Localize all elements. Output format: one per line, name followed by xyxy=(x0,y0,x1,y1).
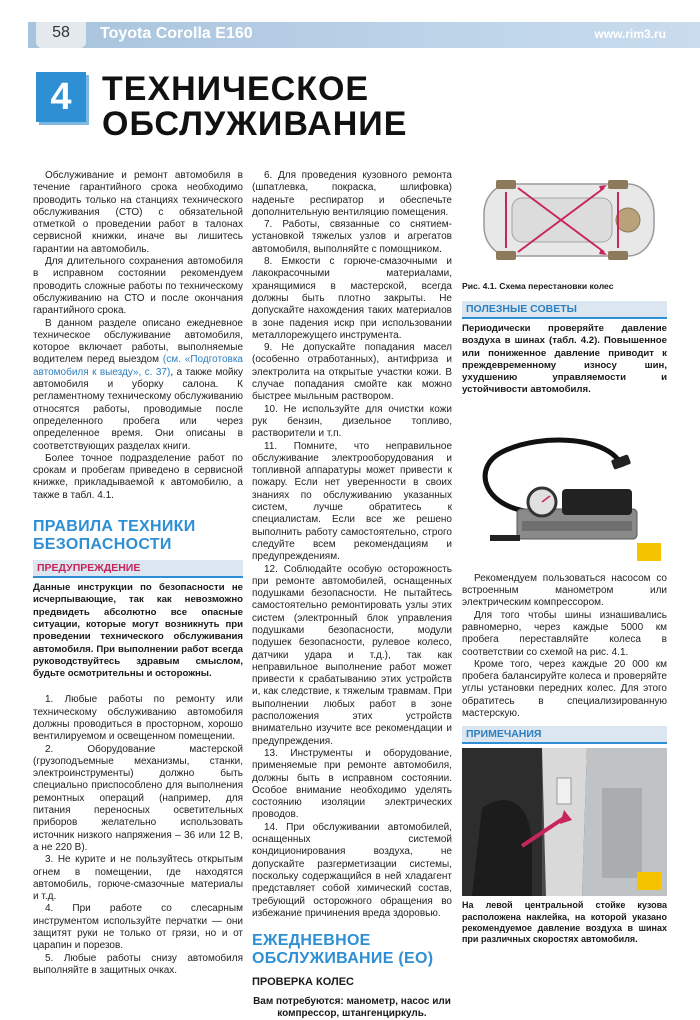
warning-label: ПРЕДУПРЕЖДЕНИЕ xyxy=(33,560,243,578)
tips-text: Периодически проверяйте давление воздуха в шинах (табл. 4.2). Повышенное или пониженное давление приводит к преждевременному износу шин, ухудшению управляемости и устойчивости автомобиля. xyxy=(462,323,667,396)
intro-text: В данном разделе описано ежедневное техническое обслуживание автомобиля, которое включает работы, выполняемые водителем перед выездом xyxy=(33,317,243,366)
figure-caption: Рис. 4.1. Схема перестановки колес xyxy=(462,281,614,291)
tips-label: ПОЛЕЗНЫЕ СОВЕТЫ xyxy=(462,301,667,319)
cross-reference-link[interactable]: (см. «Подготовка автомобиля к выезду», с. 37) xyxy=(33,354,243,378)
safety-rule: 7. Работы, связанные со снятием-установкой тяжелых узлов и агрегатов автомобиля, выполняйте с помощником. xyxy=(252,219,452,255)
safety-rule: 4. При работе со слесарным инструментом используйте перчатки — они защитят руки не только от грязи, но и от царапин и порезов. xyxy=(33,903,243,952)
door-pillar-photo xyxy=(462,748,667,896)
column-middle xyxy=(252,170,452,1020)
intro-text: , а также мойку автомобиля и уборку салона. К регламентному техническому обслуживанию относятся работы, проводимые после определенного пробега или через определенное время. Они описаны в соответствующих разделах книги. xyxy=(33,366,243,452)
wheel-rotation-diagram xyxy=(462,170,667,275)
safety-rule: 6. Для проведения кузовного ремонта (шпатлевка, покраска, шлифовка) наденьте респиратор и обеспечьте дополнительную вентиляцию помещения. xyxy=(252,170,452,218)
foot-pump-photo xyxy=(462,397,667,567)
pump-cylinder xyxy=(562,489,632,515)
site-link[interactable]: www.rim3.ru xyxy=(594,27,666,41)
foot-pump-illustration xyxy=(462,397,667,567)
rotation-instructions: Для того чтобы шины изнашивались равномерно, через каждые 5000 км пробега переставляйте колеса в соответствии со схемой на рис. 4.1. xyxy=(462,609,667,658)
safety-rule: 1. Любые работы по ремонту или техническому обслуживанию автомобиля должны проводиться в просторном, хорошо вентилируемом и освещенном помещении. xyxy=(33,694,243,743)
chapter-title-line2: ОБСЛУЖИВАНИЕ xyxy=(102,105,408,143)
column-right xyxy=(462,170,667,946)
intro-paragraph: Обслуживание и ремонт автомобиля в течение гарантийного срока необходимо проводить только на станциях технического обслуживания (СТО) с обязательной отметкой о проведении работ в талонах сервисной книжки, иначе вы лишитесь гарантии на автомобиль. xyxy=(33,170,243,255)
safety-rule: 10. Не используйте для очистки кожи рук бензин, дизельное топливо, растворители и т.п. xyxy=(252,403,452,440)
notes-label: ПРИМЕЧАНИЯ xyxy=(462,726,667,744)
wheel-front-right xyxy=(608,251,628,260)
wheel-rear-left xyxy=(496,180,516,189)
chapter-number: 4 xyxy=(36,72,86,122)
page-number: 58 xyxy=(52,24,70,41)
safety-rule: 12. Соблюдайте особую осторожность при ремонте автомобилей, оснащенных подушками безопасности. Не пытайтесь самостоятельно ремонтировать узлы этих систем (электронный блок управления подушками безопасности, модули подушек безопасности, рулевое колесо, датчики удара и т.д.), так как неправильное выполнение работ может привести к срабатыванию этих устройств и, как следствие, к тяжелым травмам. При выполнении любых работ в зоне расположения этих устройств внимательно изучите все рекомендации и предупреждения. xyxy=(252,563,452,747)
pump-recommendation: Рекомендуем пользоваться насосом со встроенным манометром или электрическим компрессором. xyxy=(462,572,667,609)
spare-wheel xyxy=(616,208,640,232)
car-top-view xyxy=(462,170,667,270)
intro-paragraph: Более точное подразделение работ по срокам и пробегам приведено в сервисной книжке, прикладываемой к автомобилю, а также в табл. 4.1. xyxy=(33,452,243,501)
safety-rule: 13. Инструменты и оборудование, применяемые при ремонте автомобиля, должны быть в исправном состоянии. Особое внимание необходимо уделять состоянию изоляции электрических проводов. xyxy=(252,747,452,821)
wheel-rear-right xyxy=(496,251,516,260)
safety-heading xyxy=(33,518,243,554)
required-tools: Вам потребуются: манометр, насос или компрессор, штангенциркуль. xyxy=(253,996,451,1020)
balancing-instructions: Кроме того, через каждые 20 000 км пробега балансируйте колеса и проверяйте углы установки передних колес. Для этого обратитесь в специализированную мастерскую. xyxy=(462,658,667,720)
safety-rule: 14. При обслуживании автомобилей, оснащенных системой кондиционирования воздуха, не допускайте разгерметизации системы, поскольку содержащийся в ней хладагент представляет собой химический состав, требующий осторожного обращения во избежание причинения вреда здоровью. xyxy=(252,821,452,919)
book-title: Toyota Corolla E160 xyxy=(100,25,253,42)
pressure-sticker xyxy=(557,778,571,804)
daily-heading-line2: ОБСЛУЖИВАНИЕ (ЕО) xyxy=(252,950,434,968)
daily-heading-line1: ЕЖЕДНЕВНОЕ xyxy=(252,932,371,950)
wheel-front-left xyxy=(608,180,628,189)
safety-rule: 8. Емкости с горюче-смазочными и лакокрасочными материалами, хранящимися в мастерской, всегда должны быть плотно закрыты. Не допускайте нахождения таких материалов в зоне падения искр при использовании металлорежущего инструмента. xyxy=(252,256,452,341)
warning-text: Данные инструкции по безопасности не исчерпывающие, так как невозможно предвидеть абсолютно все опасные ситуации, которые могут возникнуть при проведении технического обслуживания автомобиля. При выполнении работ всегда руководствуйтесь здравым смыслом, будьте осмотрительны и осторожны. xyxy=(33,582,243,680)
chapter-title-line1: ТЕХНИЧЕСКОЕ xyxy=(102,70,370,108)
safety-heading-line2: БЕЗОПАСНОСТИ xyxy=(33,536,172,554)
intro-paragraph: Для длительного сохранения автомобиля в исправном состоянии рекомендуем проводить сложные работы по техническому обслуживанию на СТО и после окончания гарантийного срока. xyxy=(33,256,243,317)
safety-rule: 11. Помните, что неправильное обслуживание электрооборудования и топливной аппаратуры может привести к пожару. Если нет уверенности в своих знаниях по обслуживанию указанных систем, лучше обратитесь к специалистам. Если все же решено выполнить работу самостоятельно, строго следуйте всем рекомендациям и предупреждениям. xyxy=(252,440,452,563)
safety-heading-line1: ПРАВИЛА ТЕХНИКИ xyxy=(33,518,196,536)
safety-rule: 9. Не допускайте попадания масел (особенно отработанных), антифриза и электролита на открытые участки кожи. В случае попадания смойте как можно быстрее мыльным раствором. xyxy=(252,342,452,403)
photo-caption: На левой центральной стойке кузова расположена наклейка, на которой указано рекомендуемое давление воздуха в шинах при различных скоростях автомобиля. xyxy=(462,900,667,945)
column-left xyxy=(33,170,243,977)
chapter-title xyxy=(102,72,662,142)
safety-rule: 5. Любые работы снизу автомобиля выполняйте в защитных очках. xyxy=(33,952,243,976)
tip-badge-icon xyxy=(637,543,661,561)
note-badge-icon xyxy=(637,872,661,890)
safety-rule: 2. Оборудование мастерской (грузоподъемные механизмы, станки, электроинструменты) должно быть специально приспособлено для выполнения ремонтных операций (например, для питания переносных осветительных приборов желательно использовать источник низкого напряжения – 36 или 12 В, а не 220 В). xyxy=(33,743,243,853)
safety-rule: 3. Не курите и не пользуйтесь открытым огнем в помещении, где находятся автомобиль, горюче-смазочные материалы и т.д. xyxy=(33,854,243,903)
wheels-check-heading: ПРОВЕРКА КОЛЕС xyxy=(252,976,354,989)
page-header xyxy=(0,0,700,50)
daily-maintenance-heading xyxy=(252,932,452,968)
intro-paragraph xyxy=(33,318,243,453)
